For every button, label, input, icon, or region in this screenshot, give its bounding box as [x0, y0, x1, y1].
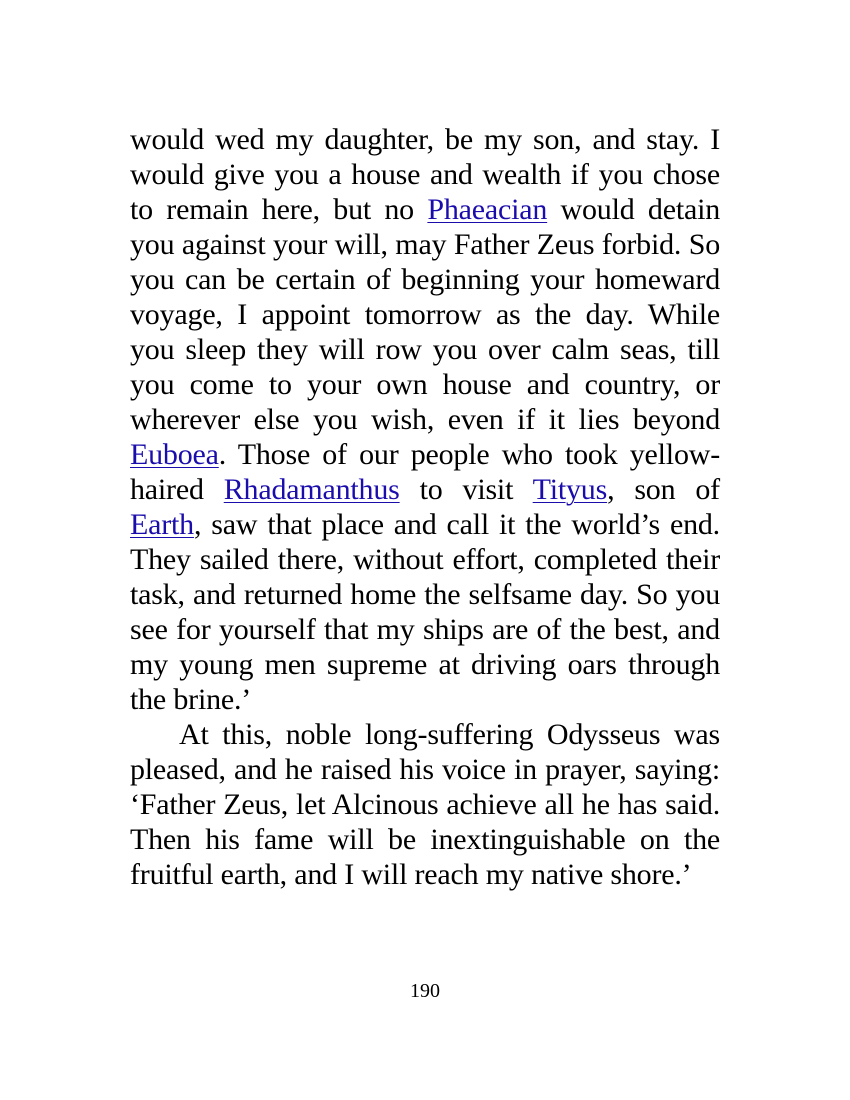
link-tityus[interactable]: Tityus — [532, 473, 608, 506]
text-run: would wed my daughter, be my son, and stay. I would give you a house and wealth if you chose to remain here, but no — [130, 123, 720, 226]
link-earth[interactable]: Earth — [130, 508, 194, 541]
page-number: 190 — [410, 980, 440, 1002]
link-rhadamanthus[interactable]: Rhadamanthus — [223, 473, 400, 506]
paragraph — [130, 717, 720, 892]
paragraph — [130, 122, 720, 717]
text-run: would detain you against your will, may Father Zeus forbid. So you can be certain of beginning your homeward voyage, I appoint tomorrow as the day. While you sleep they will row you over calm seas, till you come to your own house and country, or wherever else you wish, even if it lies beyond — [130, 193, 721, 436]
text-run: , saw that place and call it the world’s end. They sailed there, without effort, completed their task, and returned home the selfsame day. So you see for yourself that my ships are of the best, and my young men supreme at driving oars through the brine.’ — [130, 508, 720, 716]
link-phaeacian[interactable]: Phaeacian — [427, 193, 548, 226]
text-run: . Those of our people who took yellow-haired — [130, 438, 720, 506]
text-run: At this, noble long-suffering Odysseus was pleased, and he raised his voice in prayer, saying: ‘Father Zeus, let Alcinous achieve all he has said. Then his fame will be inextinguishable on the fruitful earth, and I will reach my native shore.’ — [130, 718, 720, 891]
link-euboea[interactable]: Euboea — [130, 438, 219, 471]
text-run: to visit — [399, 473, 533, 506]
page-body — [130, 122, 720, 892]
text-run: , son of — [607, 473, 720, 506]
